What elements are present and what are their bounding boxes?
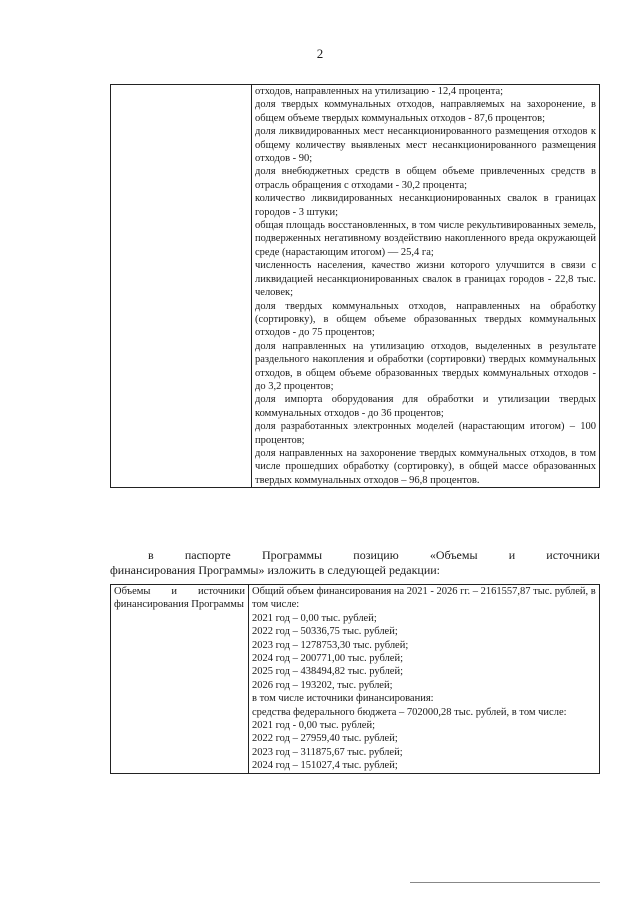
paragraph: доля внебюджетных средств в общем объеме привлеченных средств в отрасль обращения с отходами - 30,2 процента;	[255, 166, 596, 191]
paragraph: отходов, направленных на утилизацию - 12,4 процента;	[255, 86, 504, 97]
word: паспорте	[184, 548, 231, 562]
paragraph: численность населения, качество жизни которого улучшится в связи с ликвидацией несанкционированных свалок в границах городов - 22,8 тыс. человек;	[255, 260, 596, 299]
financing-line: средства федерального бюджета – 702000,28 тыс. рублей, в том числе:	[252, 706, 567, 718]
bottom-rule	[410, 882, 600, 883]
financing-line: 2024 год – 151027,4 тыс. рублей;	[252, 760, 398, 772]
table-cell-left	[111, 85, 252, 488]
indicators-table	[110, 84, 600, 488]
financing-line: 2023 год – 1278753,30 тыс. рублей;	[252, 639, 409, 651]
paragraph: общая площадь восстановленных, в том числе рекультивированных земель, подверженных негативному воздействию накопленного вреда окружающей среде (нарастающим итогом) — 25,4 га;	[255, 220, 596, 258]
paragraph: количество ликвидированных несанкционированных свалок в границах городов - 3 штуки;	[255, 193, 596, 218]
table-row	[111, 585, 600, 774]
financing-line: 2021 год – 0,00 тыс. рублей;	[252, 612, 377, 624]
amendment-line-2: финансирования Программы» изложить в следующей редакции:	[110, 563, 440, 577]
amendment-line-1	[110, 548, 600, 563]
word: и	[508, 548, 516, 562]
paragraph: доля импорта оборудования для обработки и утилизации твердых коммунальных отходов - до 36 процентов;	[255, 394, 596, 419]
financing-line: Общий объем финансирования на 2021 - 2026 гг. – 2161557,87 тыс. рублей, в том числе:	[252, 586, 596, 611]
word: позицию	[353, 548, 399, 562]
word: в	[148, 548, 154, 562]
financing-line: 2026 год – 193202, тыс. рублей;	[252, 679, 393, 691]
table-cell-right	[252, 85, 600, 488]
table-cell-left: Объемы и источники финансирования Программы	[111, 585, 249, 774]
paragraph: доля твердых коммунальных отходов, направленных на обработку (сортировку), в общем объеме образованных твердых коммунальных отходов - до 75 процентов;	[255, 300, 596, 339]
amendment-paragraph	[110, 548, 600, 578]
financing-line: 2022 год – 27959,40 тыс. рублей;	[252, 733, 398, 745]
paragraph: доля ликвидированных мест несанкционированного размещения отходов к общему количеству выявленых мест несанкционированного размещения отходов - 90;	[255, 126, 596, 165]
financing-table	[110, 584, 600, 774]
word: «Объемы	[429, 548, 478, 562]
table-row	[111, 85, 600, 488]
financing-line: 2023 год – 311875,67 тыс. рублей;	[252, 746, 403, 758]
financing-line: 2024 год – 200771,00 тыс. рублей;	[252, 653, 404, 665]
paragraph: доля твердых коммунальных отходов, направляемых на захоронение, в общем объеме твердых коммунальных отходов - 87,6 процентов;	[255, 99, 596, 124]
word: Программы	[261, 548, 323, 562]
financing-line: 2021 год - 0,00 тыс. рублей;	[252, 720, 376, 732]
financing-line: 2022 год – 50336,75 тыс. рублей;	[252, 626, 398, 638]
paragraph: доля направленных на утилизацию отходов, выделенных в результате раздельного накопления и обработки (сортировки) твердых коммунальных отходов, в общем объеме образованных твердых коммунальных отходов - до 3,2 процентов;	[255, 340, 596, 392]
table-cell-right	[249, 585, 600, 774]
financing-line: 2025 год – 438494,82 тыс. рублей;	[252, 666, 404, 678]
paragraph: доля разработанных электронных моделей (нарастающим итогом) – 100 процентов;	[255, 421, 596, 446]
word: источники	[546, 548, 600, 562]
paragraph: доля направленных на захоронение твердых коммунальных отходов, в том числе прошедших обработку (сортировку), в общей массе образованных твердых коммунальных отходов – 96,8 процентов.	[255, 447, 596, 486]
page-number: 2	[316, 46, 324, 61]
financing-line: в том числе источники финансирования:	[252, 693, 434, 705]
